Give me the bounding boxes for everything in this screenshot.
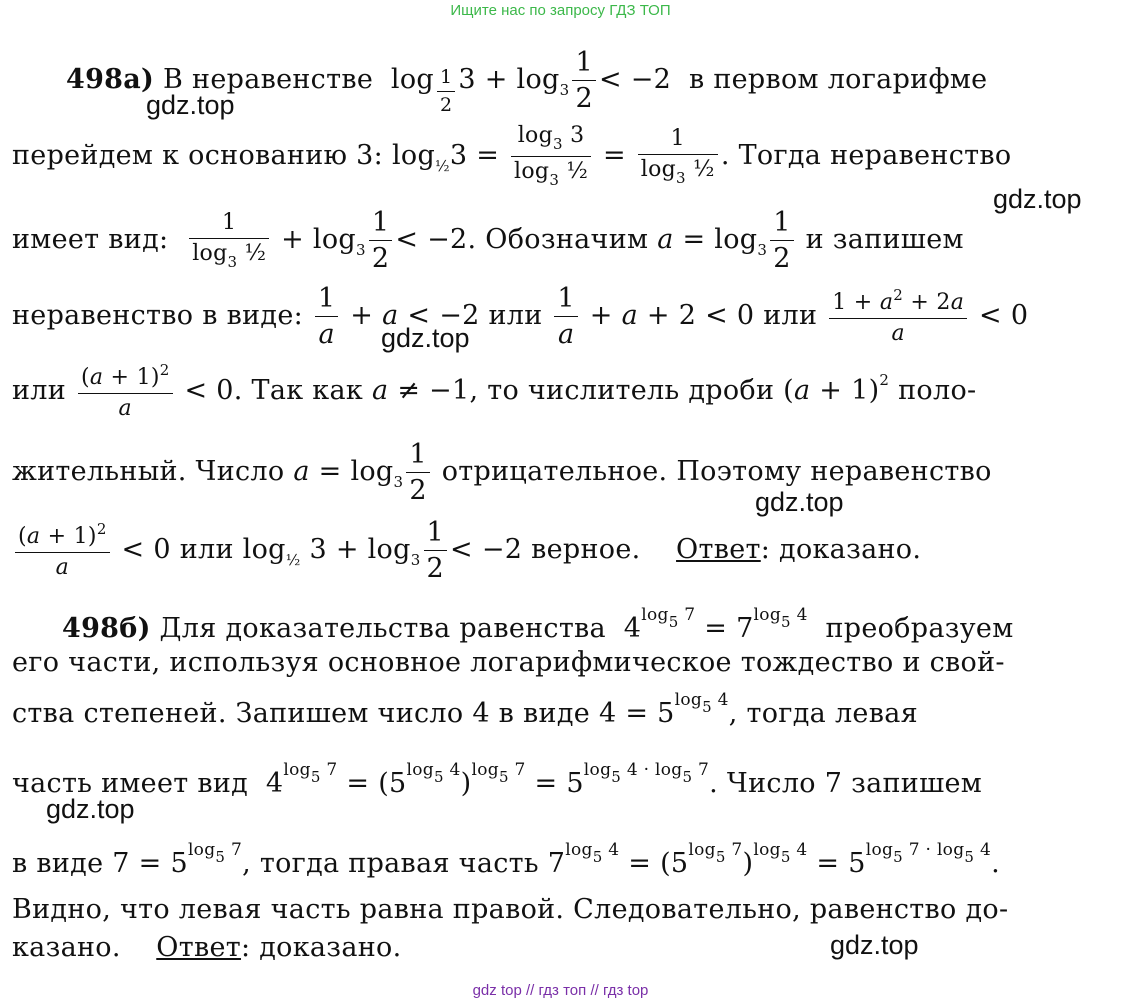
footer-link[interactable]: gdz top xyxy=(472,982,522,999)
text: перейдем к основанию 3: xyxy=(12,140,384,171)
formula: $\log_{\frac{1}{2}}3$ = $\frac{\log_3 3}{\log_3 \frac{1}{2}}$ = $\frac{1}{\log_3 \frac{1}{2}}$ xyxy=(392,140,721,171)
text: В неравенстве xyxy=(163,64,374,95)
text: , то числитель дроби xyxy=(469,375,775,406)
answer-text: : доказано. xyxy=(760,534,922,565)
footer-link[interactable]: гдз top xyxy=(602,982,649,999)
p498a-line-2 xyxy=(12,124,1011,189)
text: казано. xyxy=(12,932,121,963)
p498b-line-1 xyxy=(62,605,1014,644)
formula: $a = \log_3$ $\frac{1}{2}$ xyxy=(293,456,433,487)
formula: $\frac{1}{\log_3 \frac{1}{2}}$ + $\log_3$ $\frac{1}{2}$ < −2 xyxy=(177,224,467,255)
watermark: gdz.top xyxy=(146,90,235,120)
watermark: gdz.top xyxy=(46,794,135,824)
watermark: gdz.top xyxy=(993,184,1082,214)
formula: $(a + 1)^2$ xyxy=(783,371,890,406)
watermark: gdz.top xyxy=(755,487,844,517)
footer-separator: // xyxy=(590,982,599,999)
problem-number: 498б) xyxy=(62,613,151,644)
p498a-line-4 xyxy=(12,284,1028,349)
formula: $\log_{\frac{1}{2}} 3 + \log_3$ $\frac{1}{2}$ < −2 xyxy=(242,517,523,584)
text: неравенство в виде: xyxy=(12,300,304,331)
footer-link[interactable]: гдз топ xyxy=(538,982,587,999)
p498b-line-2: его части, используя основное логарифмическое тождество и свой- xyxy=(12,647,1005,678)
text: и запишем xyxy=(805,224,964,255)
problem-number: 498а) xyxy=(66,64,155,95)
watermark: gdz.top xyxy=(830,930,919,960)
text: . Обозначим xyxy=(467,224,649,255)
formula: $4^{log_5 7} = 7^{log_5 4}$ xyxy=(614,605,808,644)
formula: $7^{log_5 4} = (5^{log_5 7})^{log_5 4} = 5^{log_5 7 \cdot log_5 4}$. xyxy=(547,840,1000,879)
p498a-line-6 xyxy=(12,440,992,505)
text: или xyxy=(763,300,818,331)
p498a-line-3 xyxy=(12,208,964,273)
answer-label: Ответ xyxy=(156,932,241,963)
search-hint-link[interactable]: Ищите нас по запросу ГДЗ ТОП xyxy=(450,2,671,19)
text: < 0. Так как xyxy=(184,375,364,406)
text: , тогда правая часть xyxy=(242,848,539,879)
text: имеет вид: xyxy=(12,224,169,255)
formula: $a = \log_3$ $\frac{1}{2}$ xyxy=(657,224,797,255)
formula: $4 = 5^{log_5 4}$ xyxy=(598,690,729,729)
p498a-line-1 xyxy=(66,48,987,116)
formula: $4^{log_5 7} = (5^{log_5 4})^{log_5 7} = 5^{log_5 4 \cdot log_5 7}$ xyxy=(256,760,710,799)
footer-separator: // xyxy=(525,982,535,999)
text: , тогда левая xyxy=(728,698,918,729)
p498b-line-3 xyxy=(12,690,918,729)
footer-links xyxy=(0,982,1121,999)
text: в виде xyxy=(12,848,104,879)
formula: $\frac{1}{a}$ + a + 2 < 0 xyxy=(551,300,754,331)
formula: $\frac{1 + a^2 + 2a}{a}$ < 0 xyxy=(826,300,1028,331)
answer-text: : доказано. xyxy=(240,932,402,963)
text: в первом логарифме xyxy=(688,64,988,95)
text: . Число 7 запишем xyxy=(709,768,983,799)
answer-label: Ответ xyxy=(676,534,761,565)
formula: $\frac{(a + 1)^2}{a}$ xyxy=(75,375,176,406)
p498a-line-7 xyxy=(12,518,921,583)
p498b-line-7 xyxy=(12,932,401,963)
text: < 0 или xyxy=(121,534,234,565)
formula: log $_{\frac{1}{2}}$ $3 + \log_3$ $\frac{1}{2}$ < −2 xyxy=(382,47,681,116)
text: Для доказательства равенства xyxy=(159,613,606,644)
text: поло- xyxy=(898,375,977,406)
formula: $7 = 5^{log_5 7}$ xyxy=(112,840,243,879)
formula: $\frac{1}{a}$ + a < −2 xyxy=(312,300,480,331)
formula: a ≠ −1 xyxy=(371,375,470,406)
text: жительный. Число xyxy=(12,456,285,487)
p498b-line-6: Видно, что левая часть равна правой. Следовательно, равенство до- xyxy=(12,894,1009,925)
text: отрицательное. Поэтому неравенство xyxy=(441,456,992,487)
formula: $\frac{(a + 1)^2}{a}$ xyxy=(12,534,113,565)
text: или xyxy=(488,300,543,331)
text: верное. xyxy=(531,534,641,565)
p498b-line-5 xyxy=(12,840,1000,879)
text: ства степеней. Запишем число 4 в виде xyxy=(12,698,591,729)
text: . Тогда неравенство xyxy=(720,140,1012,171)
text: или xyxy=(12,375,67,406)
watermark: gdz.top xyxy=(381,323,470,353)
p498b-line-4 xyxy=(12,760,982,799)
text: часть имеет вид xyxy=(12,768,249,799)
p498a-line-5 xyxy=(12,362,976,421)
text: преобразуем xyxy=(825,613,1014,644)
